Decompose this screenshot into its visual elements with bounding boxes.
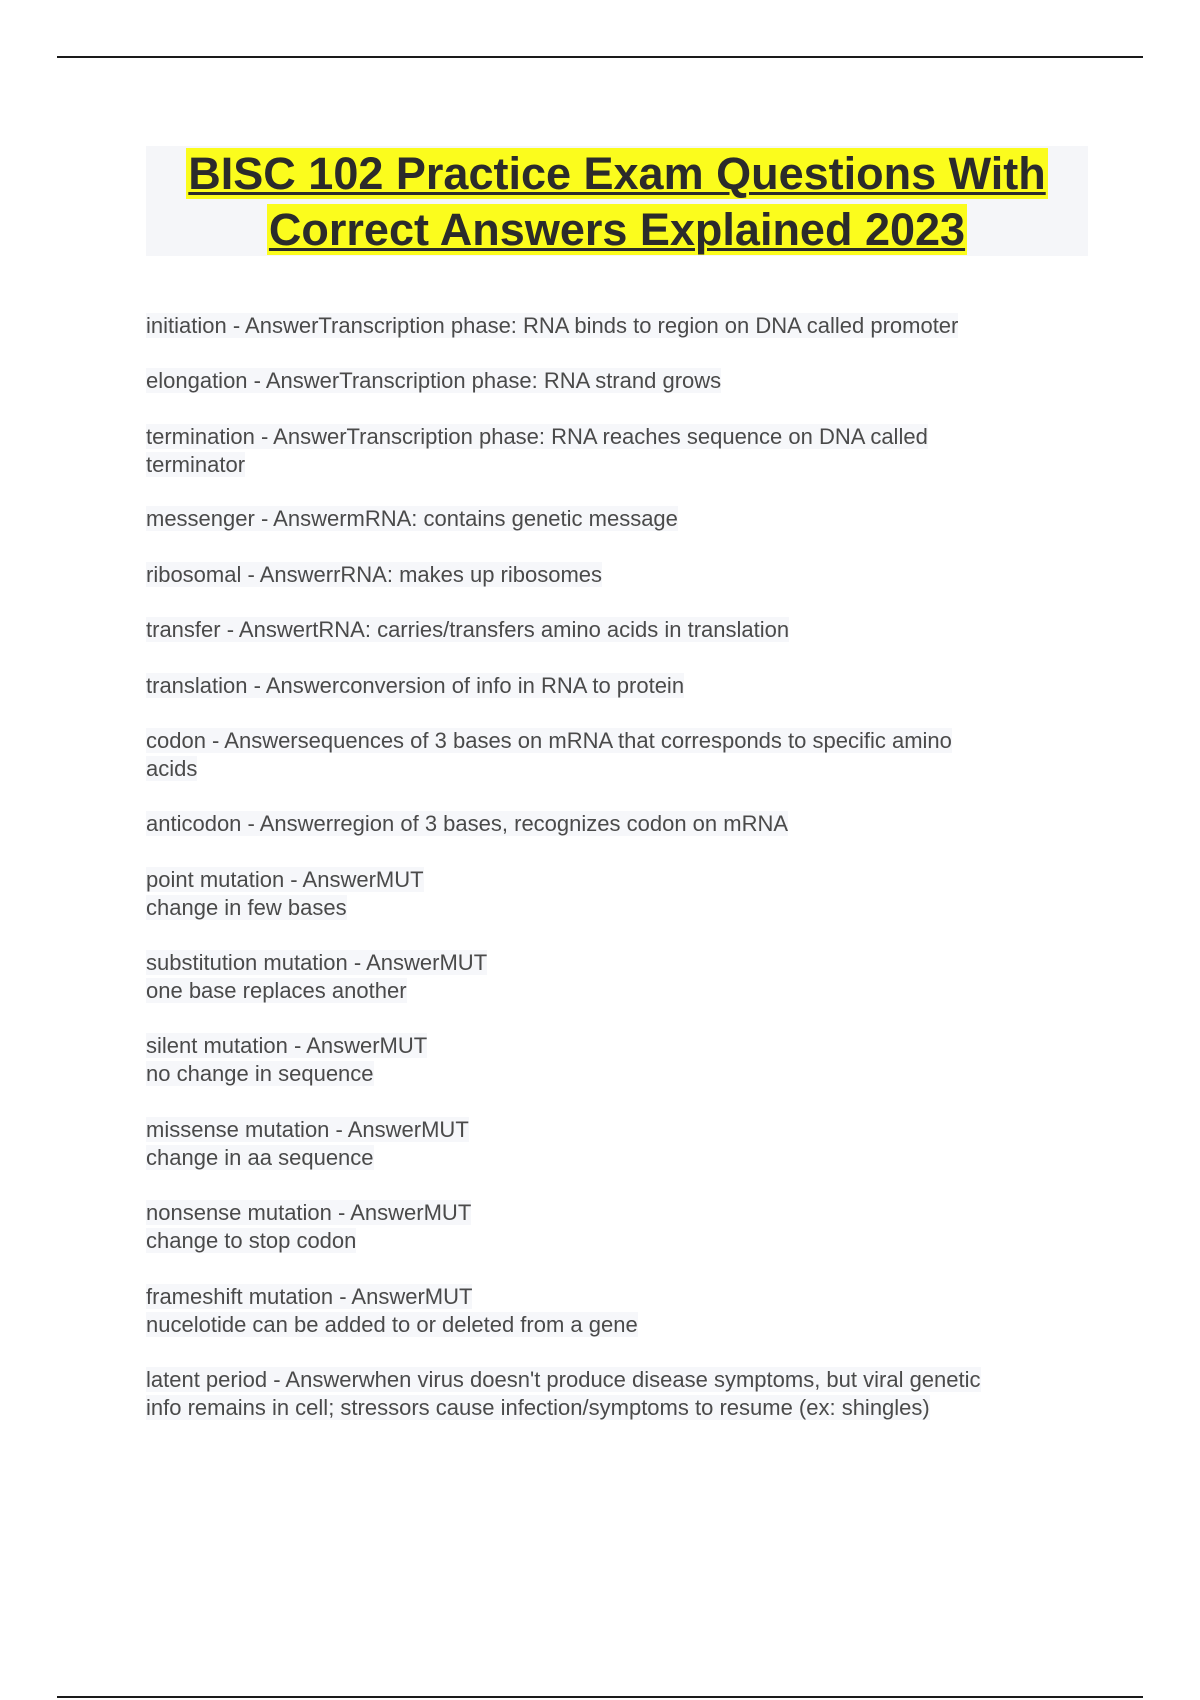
qa-entry-substitution-mutation: substitution mutation - AnswerMUT one base replaces another (146, 950, 488, 1003)
qa-entry-messenger: messenger - AnswermRNA: contains genetic message (146, 506, 678, 531)
qa-entry-anticodon: anticodon - Answerregion of 3 bases, recognizes codon on mRNA (146, 811, 789, 836)
qa-entry-nonsense-mutation: nonsense mutation - AnswerMUT change to stop codon (146, 1200, 472, 1253)
qa-entry-missense-mutation: missense mutation - AnswerMUT change in aa sequence (146, 1117, 469, 1170)
qa-entry-initiation: initiation - AnswerTranscription phase: RNA binds to region on DNA called promoter (146, 313, 959, 338)
qa-entry-latent-period: latent period - Answerwhen virus doesn't produce disease symptoms, but viral genetic info remains in cell; stressors cause infection/symptoms to resume (ex: shingles) (146, 1367, 981, 1420)
qa-entry-translation: translation - Answerconversion of info in RNA to protein (146, 673, 685, 698)
title-line-1: BISC 102 Practice Exam Questions With (188, 148, 1046, 199)
qa-entry-codon: codon - Answersequences of 3 bases on mRNA that corresponds to specific amino acids (146, 728, 952, 781)
qa-entry-silent-mutation: silent mutation - AnswerMUT no change in sequence (146, 1033, 428, 1086)
qa-entry-transfer: transfer - AnswertRNA: carries/transfers amino acids in translation (146, 617, 790, 642)
bottom-divider (57, 1696, 1143, 1698)
document-title (146, 146, 1088, 258)
qa-list (146, 312, 1086, 1422)
qa-entry-point-mutation: point mutation - AnswerMUT change in few bases (146, 867, 424, 920)
qa-entry-frameshift-mutation: frameshift mutation - AnswerMUT nucelotide can be added to or deleted from a gene (146, 1284, 638, 1337)
title-line-2: Correct Answers Explained 2023 (268, 204, 966, 255)
title-block (146, 146, 1088, 256)
qa-entry-termination: termination - AnswerTranscription phase: RNA reaches sequence on DNA called terminator (146, 424, 928, 477)
qa-entry-elongation: elongation - AnswerTranscription phase: RNA strand grows (146, 368, 722, 393)
top-divider (57, 56, 1143, 58)
qa-entry-ribosomal: ribosomal - AnswerrRNA: makes up ribosomes (146, 562, 603, 587)
